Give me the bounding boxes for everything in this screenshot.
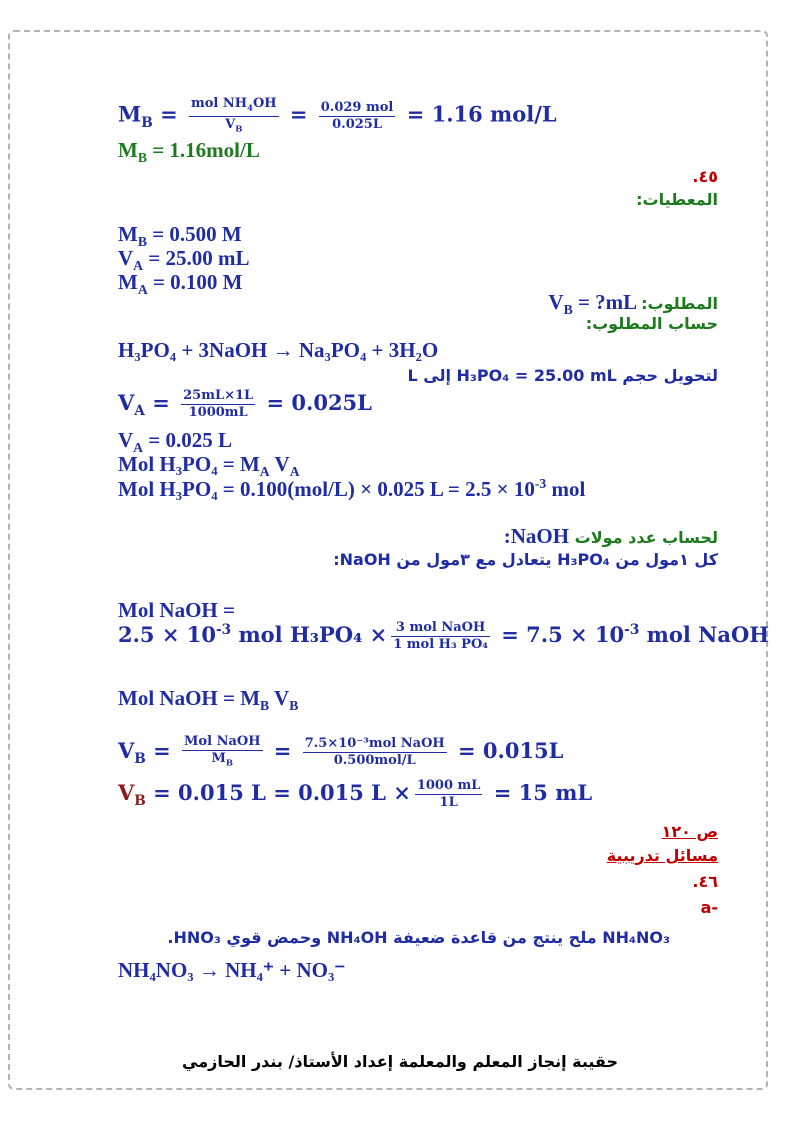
fraction-volume-conversion: $\frac{25mL\times 1L}{1000mL}$	[183, 388, 254, 420]
mole-ratio-text: كل ١مول من H₃PO₄ يتعادل مع ٣مول من NaOH:	[333, 550, 718, 569]
question-number-46: ٤٦.	[692, 872, 718, 891]
fraction-vb-values: $\frac{\text{7.5×10⁻³mol NaOH}}{\text{0.500mol/L}}$	[304, 735, 445, 768]
dissociation-equation: NH₄NO₃ → NH₄⁺ + NO₃⁻	[118, 958, 346, 982]
mb-final: $M_B = 1.16mol/L$	[118, 138, 260, 166]
footer-credit: حقيبة إنجاز المعلم والمعلمة إعداد الأستاذ/ بندر الحازمي	[182, 1052, 618, 1071]
naoh-moles-title: لحساب عدد مولات NaOH:	[503, 524, 718, 548]
mol-naoh-definition: Mol NaOH = $M_B$ $V_B$	[118, 686, 299, 714]
practice-title: مسائل تدريبية	[606, 846, 718, 865]
va-value: $V_A = 0.025$ L	[118, 428, 233, 456]
vb-formula: $V_B$ = $\frac{\text{Mol NaOH}}{M_B}$ = $\frac{\text{7.5×10⁻³mol NaOH}}{\text{0.500mol/L}}$ = 0.015L	[118, 734, 563, 771]
reaction-equation: H₃PO₄ + 3NaOH → Na₃PO₄ + 3H₂O	[118, 338, 439, 362]
mol-naoh-calculation: $2.5 \times 10^{-3}$ mol H₃PO₄ × $\frac{\text{3 mol NaOH}}{\text{1 mol H₃ PO₄}}$ = $7.5 \times 10^{-3}$ mol NaOH	[118, 620, 770, 652]
given-mb: $M_B = 0.500$ M	[118, 222, 242, 250]
question-number-45: ٤٥.	[692, 167, 718, 186]
required-line: المطلوب: $V_B$ = ?mL	[548, 290, 718, 318]
va-conversion: $V_A$ = $\frac{25mL\times 1L}{1000mL}$ = 0.025L	[118, 388, 372, 420]
fraction-values: $\frac{\text{0.029 mol}}{0.025L}$	[320, 99, 394, 132]
mb-formula: $M_B$ = $\frac{mol NH_4OH}{V_B}$ = $\frac{\text{0.029 mol}}{0.025L}$ = 1.16 mol/L	[118, 96, 557, 136]
given-va: $V_A = 25.00$ mL	[118, 246, 250, 274]
convert-volume-text: لتحويل حجم H₃PO₄ = 25.00 mL إلى L	[407, 366, 718, 385]
mol-naoh-label: Mol NaOH =	[118, 598, 235, 622]
part-label: -a	[700, 898, 718, 917]
vb-final: $V_B = 0.015$ L = 0.015 L × $\frac{1000 mL}{1L}$ = 15 mL	[118, 778, 593, 810]
calc-title: حساب المطلوب:	[585, 314, 718, 333]
salt-description: NH₄NO₃ ملح ينتج من قاعدة ضعيفة NH₄OH وحمض قوي HNO₃.	[167, 928, 670, 947]
given-ma: $M_A = 0.100$ M	[118, 270, 243, 298]
fraction-ml-per-l: $\frac{1000 mL}{1L}$	[416, 778, 481, 810]
mol-h3po4-definition: Mol $H_3PO_4 = M_A$ $V_A$	[118, 452, 300, 480]
givens-title: المعطيات:	[636, 190, 718, 209]
page-reference: ص ١٢٠	[661, 822, 718, 841]
fraction-mol-per-volume: $\frac{mol NH_4OH}{V_B}$	[191, 96, 277, 134]
fraction-mole-ratio: $\frac{\text{3 mol NaOH}}{\text{1 mol H₃ PO₄}}$	[393, 620, 488, 652]
fraction-mol-per-molarity: $\frac{\text{Mol NaOH}}{M_B}$	[184, 734, 261, 768]
mol-h3po4-calculation: Mol H₃PO₄ = 0.100(mol/L) × 0.025 $L = 2.5 \times 10^{-3}$ mol	[118, 476, 586, 501]
